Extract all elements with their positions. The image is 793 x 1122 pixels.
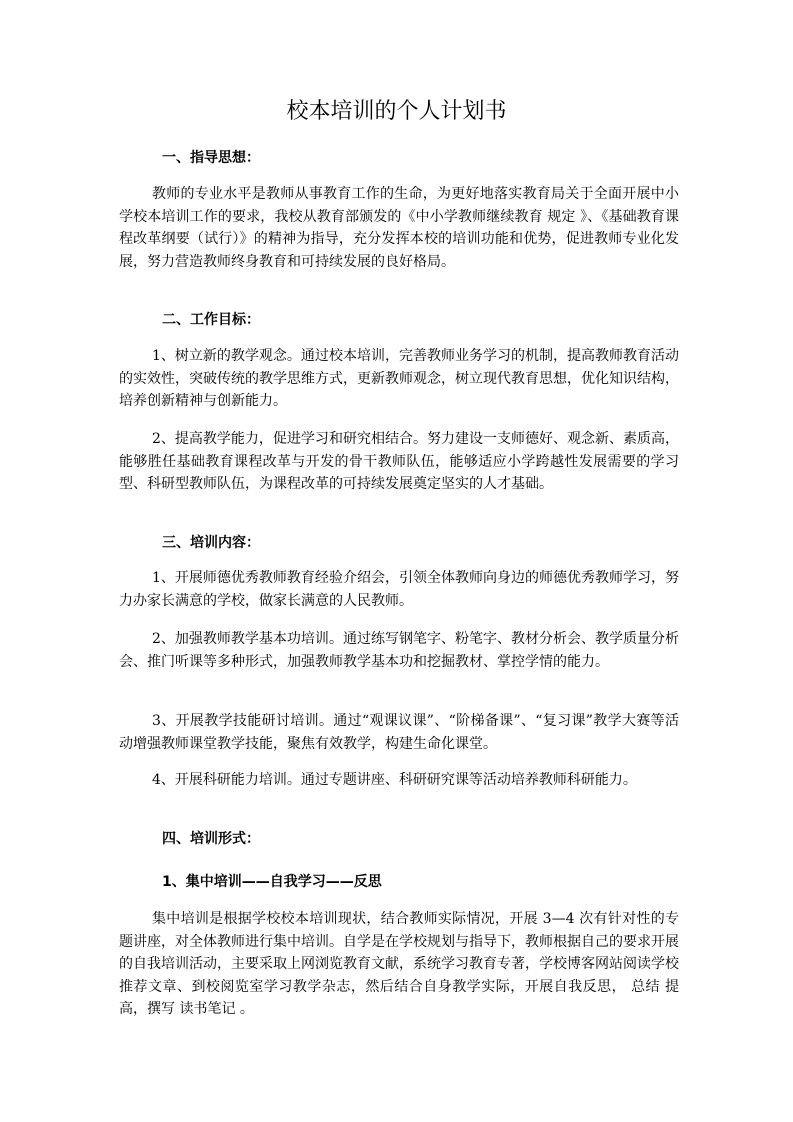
section-heading-guiding-ideology: 一、指导思想： xyxy=(162,150,260,166)
paragraph-forms-1: 集中培训是根据学校校本培训现状，结合教师实际情况，开展 3—4 次有针对性的专题讲座，对全体教师进行集中培训。自学是在学校规划与指导下，教师根据自己的要求开展的自我培训活动，主要采取上网浏览教育文献，系统学习教育专著，学校博客网站阅读学校推荐文章、到校阅览室学习教学杂志，然后结合自身教学实际，开展自我反思， 总结 提高，撰写 读书笔记 。 xyxy=(119,911,679,1017)
paragraph-content-1: 1、开展师德优秀教师教育经验介绍会，引领全体教师向身边的师德优秀教师学习，努力办家长满意的学校，做家长满意的人民教师。 xyxy=(119,570,679,609)
section-heading-training-content: 三、培训内容： xyxy=(162,535,260,551)
paragraph-guiding-ideology: 教师的专业水平是教师从事教育工作的生命，为更好地落实教育局关于全面开展中小学校本培训工作的要求，我校从教育部颁发的《中小学教师继续教育 规定 》、《基础教育课程改革纲要（试行）》的精神为指导，充分发挥本校的培训功能和优势，促进教师专业化发展，努力营造教师终身教育和可持续发展的良好格局。 xyxy=(119,186,679,270)
paragraph-goal-1: 1、树立新的教学观念。通过校本培训，完善教师业务学习的机制，提高教师教育活动的实效性，突破传统的教学思维方式，更新教师观念，树立现代教育思想，优化知识结构，培养创新精神与创新能力。 xyxy=(119,348,679,409)
paragraph-content-3: 3、开展教学技能研讨培训。通过“观课议课”、“阶梯备课”、“复习课”教学大赛等活动增强教师课堂教学技能，聚焦有效教学，构建生命化课堂。 xyxy=(119,713,679,752)
paragraph-content-2: 2、加强教师教学基本功培训。通过练写钢笔字、粉笔字、教材分析会、教学质量分析会、推门听课等多种形式，加强教师教学基本功和挖掘教材、掌控学情的能力。 xyxy=(119,631,679,670)
section-heading-training-forms: 四、培训形式： xyxy=(162,831,260,847)
subheading-centralized-training: 1、集中培训——自我学习——反思 xyxy=(162,874,382,890)
paragraph-content-4: 4、开展科研能力培训。通过专题讲座、科研研究课等活动培养教师科研能力。 xyxy=(152,772,637,788)
paragraph-goal-2: 2、提高教学能力，促进学习和研究相结合。努力建设一支师德好、观念新、素质高，能够胜任基础教育课程改革与开发的骨干教师队伍，能够适应小学跨越性发展需要的学习型、科研型教师队伍，为课程改革的可持续发展奠定坚实的人才基础。 xyxy=(119,431,679,492)
section-heading-work-goals: 二、工作目标： xyxy=(162,312,260,328)
document-title: 校本培训的个人计划书 xyxy=(286,99,507,124)
